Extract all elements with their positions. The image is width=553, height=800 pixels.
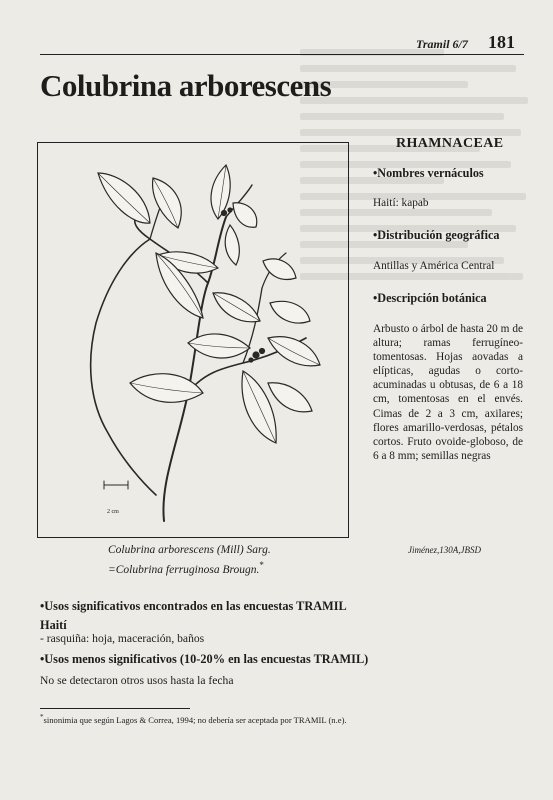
significant-use-item: - rasquiña: hoja, maceración, baños (40, 632, 205, 645)
footnote-rule (40, 708, 190, 709)
distribution-heading: •Distribución geográfica (373, 228, 500, 242)
page-number: 181 (488, 32, 515, 52)
header-rule (40, 54, 524, 55)
distribution-text: Antillas y América Central (373, 260, 495, 272)
footnote-text: sinonimia que según Lagos & Correa, 1994; no debería ser aceptada por TRAMIL (n.e). (43, 714, 347, 725)
minor-uses-text: No se detectaron otros usos hasta la fecha (40, 674, 234, 687)
significant-uses-heading: •Usos significativos encontrados en las encuestas TRAMIL (40, 599, 347, 613)
description-heading: •Descripción botánica (373, 291, 487, 305)
footnote (40, 713, 347, 725)
running-header: Tramil 6/7 (416, 37, 468, 51)
minor-uses-heading: •Usos menos significativos (10-20% en las encuestas TRAMIL) (40, 652, 369, 666)
caption-line-1: Colubrina arborescens (Mill) Sarg. (108, 544, 271, 556)
family-name: RHAMNACEAE (396, 136, 504, 151)
common-names-text: Haití: kapab (373, 197, 429, 209)
footnote-asterisk: * (40, 713, 44, 721)
scale-bar-label: 2 cm (107, 509, 119, 515)
country-label: Haití (40, 618, 67, 632)
plant-drawing (38, 143, 350, 539)
caption-line-2 (108, 558, 271, 577)
figure-caption (108, 543, 271, 577)
botanical-illustration (37, 142, 349, 538)
common-names-heading: •Nombres vernáculos (373, 166, 484, 180)
caption-asterisk: * (259, 559, 264, 570)
specimen-credit: Jiménez,130A,JBSD (408, 545, 481, 555)
page-title: Colubrina arborescens (40, 68, 332, 103)
synonym-name: =Colubrina ferruginosa Brougn. (108, 563, 260, 576)
description-text: Arbusto o árbol de hasta 20 m de altura; ramas ferrugíneo-tomentosas. Hojas aovadas a elípticas, agudas o corto-acuminadas u obtusas, de 6 a 18 cm, tomentosas en el envés. Cimas de 2 a 3 cm, axilares; flores amarillo-verdosas, pétalos cortos. Fruto ovoide-globoso, de 6 a 8 mm; semillas negras (373, 323, 523, 462)
